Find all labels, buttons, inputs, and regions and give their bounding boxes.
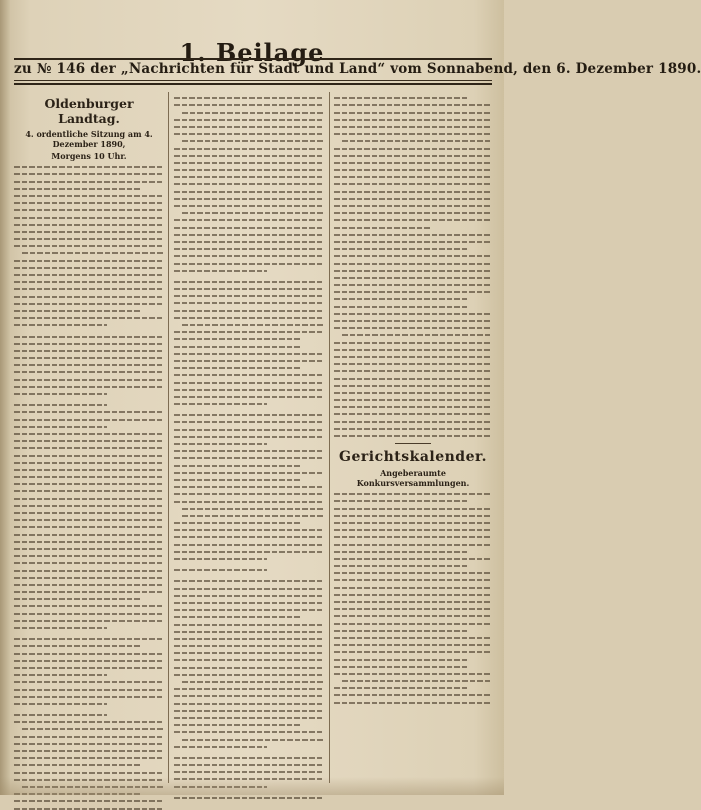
text-line — [334, 601, 492, 603]
text-line — [334, 522, 492, 524]
text-line — [182, 739, 324, 741]
text-line — [174, 609, 324, 611]
text-line — [14, 404, 107, 406]
text-line — [14, 188, 140, 190]
text-line — [174, 331, 324, 333]
text-line — [174, 529, 324, 531]
text-line — [174, 234, 324, 236]
section-subheading-konkurs: Angeberaumte Konkursversammlungen. — [356, 468, 470, 488]
text-line — [174, 148, 324, 150]
text-line — [334, 112, 492, 114]
text-line — [334, 623, 492, 625]
text-line — [334, 104, 492, 106]
text-line — [174, 414, 324, 416]
text-line — [174, 536, 324, 538]
text-line — [14, 653, 164, 655]
text-line — [334, 644, 492, 646]
text-line — [174, 659, 324, 661]
text-line — [334, 277, 492, 279]
text-line — [174, 421, 324, 423]
text-line — [14, 541, 164, 543]
text-line — [334, 342, 492, 344]
text-line — [14, 721, 164, 723]
text-line — [14, 476, 164, 478]
text-line — [174, 338, 300, 340]
text-line — [174, 717, 324, 719]
text-line — [334, 349, 492, 351]
text-line — [174, 198, 324, 200]
text-line — [174, 443, 267, 445]
text-line — [14, 681, 164, 683]
text-line — [334, 162, 492, 164]
text-line — [14, 296, 164, 298]
paragraph-gap — [174, 748, 324, 752]
text-line — [174, 133, 324, 135]
text-line — [14, 371, 164, 373]
text-line — [334, 191, 492, 193]
paragraph-gap — [14, 395, 164, 399]
text-line — [174, 450, 324, 452]
text-line — [174, 771, 324, 773]
paragraph-gap — [174, 272, 324, 276]
text-line — [174, 263, 324, 265]
text-line — [334, 493, 492, 495]
text-line — [334, 363, 492, 365]
column-right — [334, 92, 492, 785]
text-line — [174, 472, 324, 474]
text-line — [334, 406, 492, 408]
text-line — [14, 764, 140, 766]
text-line — [174, 205, 324, 207]
article-body-right — [334, 97, 492, 437]
text-line — [182, 112, 324, 114]
text-line — [334, 255, 492, 257]
text-line — [334, 119, 492, 121]
text-line — [334, 320, 492, 322]
text-line — [14, 548, 164, 550]
text-line — [334, 551, 467, 553]
text-line — [14, 526, 164, 528]
text-line — [14, 689, 164, 691]
text-line — [174, 479, 300, 481]
text-line — [174, 731, 324, 733]
text-line — [14, 202, 164, 204]
text-line — [14, 534, 164, 536]
text-line — [334, 500, 467, 502]
text-line — [334, 637, 492, 639]
text-line — [174, 295, 324, 297]
text-line — [174, 544, 324, 546]
text-line — [174, 703, 324, 705]
text-line — [14, 555, 164, 557]
text-line — [174, 162, 324, 164]
text-line — [334, 421, 492, 423]
text-line — [334, 565, 467, 567]
text-line — [342, 680, 492, 682]
text-line — [14, 350, 164, 352]
text-line — [14, 195, 164, 197]
text-line — [174, 501, 324, 503]
text-line — [14, 584, 164, 586]
text-line — [14, 455, 164, 457]
text-line — [14, 411, 164, 413]
text-line — [334, 263, 492, 265]
text-line — [334, 508, 492, 510]
column-separator — [168, 92, 169, 783]
column-left — [14, 92, 164, 785]
text-line — [334, 435, 492, 437]
text-line — [14, 605, 164, 607]
text-line — [14, 757, 164, 759]
text-line — [174, 241, 324, 243]
text-line — [334, 544, 492, 546]
masthead-rule-bottom — [14, 83, 492, 85]
text-line — [14, 343, 164, 345]
text-line — [182, 508, 324, 510]
text-line — [334, 227, 432, 229]
text-line — [22, 252, 164, 254]
text-line — [14, 490, 164, 492]
text-line — [334, 306, 467, 308]
text-line — [174, 436, 324, 438]
text-line — [174, 429, 324, 431]
text-line — [174, 465, 300, 467]
text-line — [334, 659, 467, 661]
text-line — [174, 382, 324, 384]
session-line: 4. ordentliche Sitzung am 4. Dezember 1890, — [25, 129, 153, 149]
text-line — [334, 687, 467, 689]
text-line — [174, 493, 324, 495]
text-line — [342, 334, 492, 336]
text-line — [14, 519, 164, 521]
text-line — [174, 255, 324, 257]
text-line — [14, 613, 164, 615]
text-line — [14, 620, 164, 622]
text-line — [174, 396, 324, 398]
text-line — [174, 302, 324, 304]
paragraph-gap — [174, 405, 324, 409]
text-line — [174, 248, 324, 250]
text-line — [334, 536, 492, 538]
text-line — [174, 595, 324, 597]
text-line — [14, 336, 164, 338]
text-line — [174, 104, 324, 106]
text-line — [14, 181, 164, 183]
text-line — [14, 772, 164, 774]
text-line — [334, 356, 492, 358]
text-line — [14, 498, 164, 500]
section-heading-landtag: Oldenburger Landtag. — [44, 96, 134, 126]
text-line — [14, 638, 164, 640]
session-time: Morgens 10 Uhr. — [51, 151, 127, 161]
text-line — [334, 291, 492, 293]
text-line — [174, 569, 267, 571]
text-line — [174, 317, 324, 319]
text-line — [174, 688, 324, 690]
text-line — [14, 808, 164, 810]
text-line — [334, 378, 492, 380]
text-line — [334, 169, 492, 171]
text-line — [174, 310, 324, 312]
text-line — [14, 743, 164, 745]
text-line — [334, 392, 492, 394]
text-line — [334, 594, 492, 596]
text-line — [174, 757, 324, 759]
text-line — [14, 627, 107, 629]
text-line — [174, 288, 324, 290]
text-line — [14, 386, 164, 388]
text-line — [174, 551, 324, 553]
text-line — [174, 724, 300, 726]
masthead-rule-top — [14, 58, 492, 60]
text-line — [334, 270, 492, 272]
text-line — [334, 155, 492, 157]
text-line — [174, 522, 300, 524]
text-line — [14, 750, 164, 752]
text-line — [334, 615, 492, 617]
text-line — [14, 703, 107, 705]
paragraph-gap — [14, 705, 164, 709]
text-line — [334, 673, 492, 675]
text-line — [334, 579, 492, 581]
text-line — [14, 674, 107, 676]
text-line — [174, 645, 324, 647]
masthead-rule-mid — [14, 80, 492, 81]
text-line — [14, 217, 164, 219]
text-line — [22, 728, 164, 730]
text-line — [182, 681, 324, 683]
section-divider — [395, 443, 431, 444]
text-line — [334, 428, 492, 430]
text-line — [174, 346, 300, 348]
text-line — [334, 694, 492, 696]
text-line — [14, 440, 164, 442]
paragraph-gap — [14, 326, 164, 330]
paragraph-gap — [174, 560, 324, 564]
text-line — [174, 652, 324, 654]
text-line — [174, 389, 324, 391]
text-line — [14, 469, 164, 471]
text-line — [182, 140, 324, 142]
text-line — [14, 267, 164, 269]
text-line — [14, 570, 164, 572]
text-line — [174, 797, 324, 799]
text-line — [334, 219, 492, 221]
text-line — [174, 746, 267, 748]
text-line — [174, 227, 324, 229]
text-line — [14, 447, 164, 449]
text-line — [14, 667, 164, 669]
text-line — [334, 529, 492, 531]
text-line — [334, 313, 492, 315]
text-line — [14, 238, 164, 240]
text-line — [174, 374, 324, 376]
text-line — [174, 176, 324, 178]
text-line — [334, 298, 467, 300]
text-line — [174, 602, 324, 604]
text-line — [334, 205, 492, 207]
text-line — [334, 327, 492, 329]
text-line — [174, 486, 324, 488]
text-line — [174, 281, 324, 283]
text-line — [14, 209, 164, 211]
text-line — [174, 155, 324, 157]
text-line — [14, 426, 107, 428]
text-line — [174, 710, 324, 712]
text-line — [14, 281, 164, 283]
text-line — [334, 666, 467, 668]
text-line — [334, 413, 492, 415]
text-line — [174, 631, 324, 633]
text-line — [14, 310, 140, 312]
text-line — [334, 234, 492, 236]
text-line — [174, 558, 267, 560]
section-heading-gerichtskalender: Gerichtskalender. — [339, 449, 487, 465]
text-line — [14, 274, 164, 276]
text-line — [334, 126, 492, 128]
text-line — [14, 736, 164, 738]
column-middle — [174, 92, 324, 785]
text-line — [174, 367, 300, 369]
text-line — [14, 379, 164, 381]
text-line — [14, 696, 164, 698]
text-line — [174, 667, 324, 669]
text-line — [334, 248, 467, 250]
text-line — [334, 133, 492, 135]
text-line — [14, 505, 164, 507]
text-line — [14, 645, 140, 647]
text-line — [14, 800, 164, 802]
text-line — [334, 651, 492, 653]
text-line — [334, 385, 492, 387]
text-line — [14, 512, 164, 514]
text-line — [14, 433, 164, 435]
text-line — [14, 393, 107, 395]
text-line — [14, 324, 107, 326]
text-line — [14, 357, 164, 359]
text-line — [174, 360, 324, 362]
text-line — [334, 97, 467, 99]
text-line — [334, 198, 492, 200]
text-line — [334, 515, 492, 517]
text-line — [14, 462, 164, 464]
text-line — [14, 660, 164, 662]
text-line — [174, 219, 324, 221]
text-line — [334, 284, 492, 286]
text-line — [174, 403, 267, 405]
text-line — [334, 212, 492, 214]
text-line — [174, 353, 324, 355]
text-line — [182, 324, 324, 326]
text-line — [342, 140, 492, 142]
text-line — [14, 231, 164, 233]
text-line — [334, 608, 492, 610]
text-line — [174, 97, 324, 99]
text-line — [174, 674, 324, 676]
text-line — [174, 580, 324, 582]
text-line — [14, 364, 164, 366]
text-line — [334, 399, 492, 401]
text-line — [174, 183, 324, 185]
text-line — [174, 638, 324, 640]
text-line — [174, 588, 324, 590]
text-line — [182, 212, 324, 214]
text-line — [182, 515, 324, 517]
text-line — [334, 587, 492, 589]
text-line — [174, 126, 324, 128]
text-line — [14, 245, 164, 247]
text-line — [14, 166, 164, 168]
text-line — [174, 119, 324, 121]
text-line — [14, 598, 140, 600]
text-line — [14, 260, 164, 262]
text-line — [334, 370, 492, 372]
paragraph-gap — [14, 629, 164, 633]
text-line — [334, 183, 492, 185]
text-line — [14, 714, 107, 716]
text-line — [334, 572, 492, 574]
court-calendar-body — [334, 493, 492, 703]
text-line — [334, 148, 492, 150]
text-line — [334, 558, 492, 560]
article-body-left — [14, 166, 164, 809]
text-line — [14, 591, 164, 593]
text-line — [174, 270, 267, 272]
text-line — [14, 317, 164, 319]
text-line — [334, 630, 467, 632]
text-line — [174, 191, 324, 193]
text-line — [14, 224, 164, 226]
text-line — [174, 764, 324, 766]
paragraph-gap — [174, 571, 324, 575]
article-body-middle — [174, 97, 324, 799]
text-line — [14, 173, 164, 175]
text-line — [14, 419, 164, 421]
text-line — [334, 241, 492, 243]
text-line — [14, 303, 164, 305]
supplement-title: 1. Beilage — [179, 38, 325, 67]
text-line — [174, 616, 300, 618]
text-line — [174, 624, 324, 626]
column-separator — [329, 92, 330, 783]
text-line — [14, 483, 164, 485]
text-line — [14, 288, 164, 290]
page-wear — [0, 777, 504, 795]
text-line — [174, 169, 324, 171]
text-line — [334, 702, 492, 704]
text-line — [174, 695, 324, 697]
text-line — [14, 577, 164, 579]
binding-edge — [0, 0, 10, 795]
text-line — [14, 562, 164, 564]
text-line — [174, 457, 324, 459]
text-line — [334, 176, 492, 178]
masthead-subtitle: zu № 146 der „Nachrichten für Stadt und Land“ vom Sonnabend, den 6. Dezember 1890. — [14, 61, 701, 77]
